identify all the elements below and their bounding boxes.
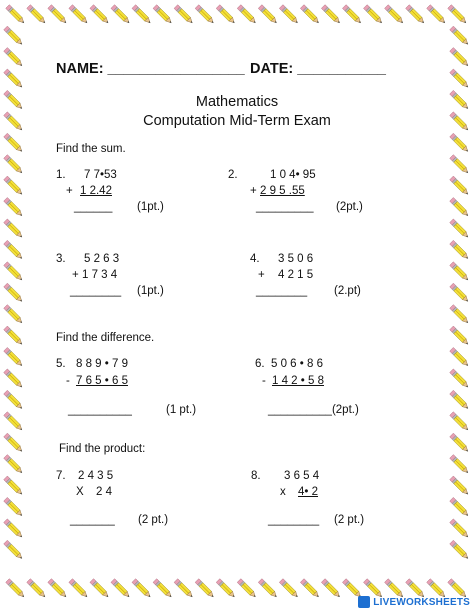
- problem-top-operand: 7 7•53: [84, 169, 117, 181]
- problem-points: (2 pt.): [334, 514, 365, 526]
- pencil-icon: [450, 455, 470, 475]
- pencil-icon: [153, 5, 173, 25]
- watermark-text: LIVEWORKSHEETS: [373, 596, 470, 608]
- pencil-icon: [450, 476, 470, 496]
- problem-bottom-operand: 2 9 5 .55: [260, 185, 305, 197]
- problem-operator: +: [258, 269, 265, 281]
- pencil-icon: [4, 497, 24, 517]
- problem-operator: +: [250, 185, 257, 197]
- problem-bottom-operand: 1 7 3 4: [82, 269, 118, 281]
- pencil-icon: [450, 519, 470, 539]
- problem-points: (1pt.): [137, 201, 164, 213]
- pencil-icon: [300, 579, 320, 599]
- answer-blank[interactable]: __________: [68, 404, 132, 416]
- problem-bottom-operand: 7 6 5 • 6 5: [76, 375, 128, 387]
- pencil-icon: [4, 347, 24, 367]
- pencil-icon: [4, 412, 24, 432]
- pencil-icon: [4, 283, 24, 303]
- pencil-icon: [216, 5, 236, 25]
- pencil-icon: [4, 48, 24, 68]
- pencil-icon: [258, 579, 278, 599]
- pencil-icon: [450, 69, 470, 89]
- pencil-icon: [450, 305, 470, 325]
- answer-blank[interactable]: ________: [268, 514, 320, 526]
- problem-points: (1pt.): [137, 285, 164, 297]
- problem-bottom-operand: 4 2 1 5: [278, 269, 314, 281]
- pencil-icon: [111, 5, 131, 25]
- problem-points: (2pt.): [336, 201, 363, 213]
- pencil-icon: [69, 579, 89, 599]
- pencil-icon: [300, 5, 320, 25]
- pencil-icon: [4, 369, 24, 389]
- pencil-icon: [450, 219, 470, 239]
- answer-blank[interactable]: ________: [256, 285, 308, 297]
- pencil-icon: [450, 48, 470, 68]
- pencil-icon: [450, 390, 470, 410]
- date-field-label: DATE: ___________: [250, 61, 386, 77]
- problem-operator: -: [262, 375, 266, 387]
- pencil-icon: [216, 579, 236, 599]
- pencil-icon: [342, 5, 362, 25]
- pencil-icon: [4, 240, 24, 260]
- problem-points: (2 pt.): [138, 514, 169, 526]
- pencil-icon: [450, 155, 470, 175]
- problem-operator: X: [76, 486, 84, 498]
- pencil-icon: [450, 326, 470, 346]
- pencil-icon: [450, 497, 470, 517]
- answer-blank[interactable]: __________(2pt.): [268, 404, 359, 416]
- pencil-icon: [4, 433, 24, 453]
- pencil-icon: [4, 455, 24, 475]
- pencil-icon: [4, 390, 24, 410]
- section-product-heading: Find the product:: [59, 443, 146, 455]
- pencil-icon: [90, 5, 110, 25]
- problem-operator: x: [280, 486, 286, 498]
- pencil-icon: [4, 69, 24, 89]
- problem-number: 7.: [56, 470, 66, 482]
- pencil-icon: [450, 176, 470, 196]
- problem-top-operand: 3 5 0 6: [278, 253, 314, 265]
- problem-number: 1.: [56, 169, 66, 181]
- section-difference-heading: Find the difference.: [56, 332, 155, 344]
- subject-title: Mathematics: [195, 94, 279, 110]
- liveworksheets-watermark: [358, 595, 470, 609]
- problem-top-operand: 8 8 9 • 7 9: [76, 358, 128, 370]
- pencil-icon: [174, 5, 194, 25]
- pencil-icon: [4, 476, 24, 496]
- pencil-icon: [48, 579, 68, 599]
- pencil-icon: [4, 176, 24, 196]
- problem-number: 5.: [56, 358, 66, 370]
- problem-top-operand: 5 0 6 • 8 6: [271, 358, 323, 370]
- problem-number: 2.: [228, 169, 238, 181]
- pencil-icon: [237, 579, 257, 599]
- pencil-icon: [321, 5, 341, 25]
- pencil-icon: [27, 5, 47, 25]
- pencil-icon: [174, 579, 194, 599]
- pencil-icon: [450, 369, 470, 389]
- pencil-icon: [450, 133, 470, 153]
- pencil-icon: [195, 579, 215, 599]
- pencil-icon: [4, 197, 24, 217]
- pencil-icon: [450, 262, 470, 282]
- pencil-icon: [153, 579, 173, 599]
- problem-number: 8.: [251, 470, 261, 482]
- problem-bottom-operand: 4• 2: [298, 486, 319, 498]
- pencil-icon: [27, 579, 47, 599]
- pencil-icon: [450, 540, 470, 560]
- pencil-icon: [279, 5, 299, 25]
- pencil-icon: [4, 519, 24, 539]
- problem-number: 4.: [250, 253, 260, 265]
- pencil-icon: [279, 579, 299, 599]
- pencil-icon: [4, 26, 24, 46]
- pencil-icon: [363, 5, 383, 25]
- pencil-icon: [111, 579, 131, 599]
- problem-operator: +: [66, 185, 73, 197]
- problem-bottom-operand: 2 4: [96, 486, 112, 498]
- pencil-icon: [450, 240, 470, 260]
- pencil-icon: [195, 5, 215, 25]
- pencil-icon: [90, 579, 110, 599]
- pencil-icon: [427, 5, 447, 25]
- answer-blank[interactable]: _______: [70, 514, 115, 526]
- pencil-icon: [132, 5, 152, 25]
- pencil-icon: [450, 26, 470, 46]
- problem-operator: +: [72, 269, 79, 281]
- pencil-icon: [406, 5, 426, 25]
- problem-top-operand: 3 6 5 4: [284, 470, 320, 482]
- pencil-icon: [69, 5, 89, 25]
- pencil-icon: [450, 412, 470, 432]
- pencil-icon: [4, 305, 24, 325]
- pencil-icon: [4, 540, 24, 560]
- answer-blank[interactable]: ________: [70, 285, 122, 297]
- pencil-icon: [450, 197, 470, 217]
- answer-blank[interactable]: ______: [74, 201, 113, 213]
- pencil-icon: [132, 579, 152, 599]
- answer-blank[interactable]: _________: [256, 201, 314, 213]
- pencil-icon: [4, 219, 24, 239]
- problem-bottom-operand: 1 4 2 • 5 8: [272, 375, 324, 387]
- problem-operator: -: [66, 375, 70, 387]
- pencil-icon: [450, 433, 470, 453]
- problem-number: 6.: [255, 358, 265, 370]
- problem-top-operand: 1 0 4• 95: [270, 169, 316, 181]
- pencil-icon: [450, 283, 470, 303]
- pencil-icon: [321, 579, 341, 599]
- problem-number: 3.: [56, 253, 66, 265]
- pencil-icon: [4, 155, 24, 175]
- pencil-icon: [6, 5, 26, 25]
- name-field-label: NAME: _________________: [56, 61, 245, 77]
- section-sum-heading: Find the sum.: [56, 143, 126, 155]
- pencil-icon: [4, 262, 24, 282]
- exam-title: Computation Mid-Term Exam: [143, 113, 331, 129]
- pencil-icon: [385, 5, 405, 25]
- pencil-icon: [258, 5, 278, 25]
- pencil-icon: [450, 347, 470, 367]
- pencil-icon: [448, 5, 468, 25]
- liveworksheets-logo-icon: [358, 596, 370, 608]
- pencil-icon: [6, 579, 26, 599]
- problem-points: (1 pt.): [166, 404, 197, 416]
- pencil-icon: [4, 133, 24, 153]
- pencil-icon: [4, 326, 24, 346]
- problem-bottom-operand: 1 2.42: [80, 185, 112, 197]
- problem-points: (2.pt): [334, 285, 361, 297]
- problem-top-operand: 2 4 3 5: [78, 470, 114, 482]
- pencil-icon: [48, 5, 68, 25]
- pencil-icon: [237, 5, 257, 25]
- problem-top-operand: 5 2 6 3: [84, 253, 120, 265]
